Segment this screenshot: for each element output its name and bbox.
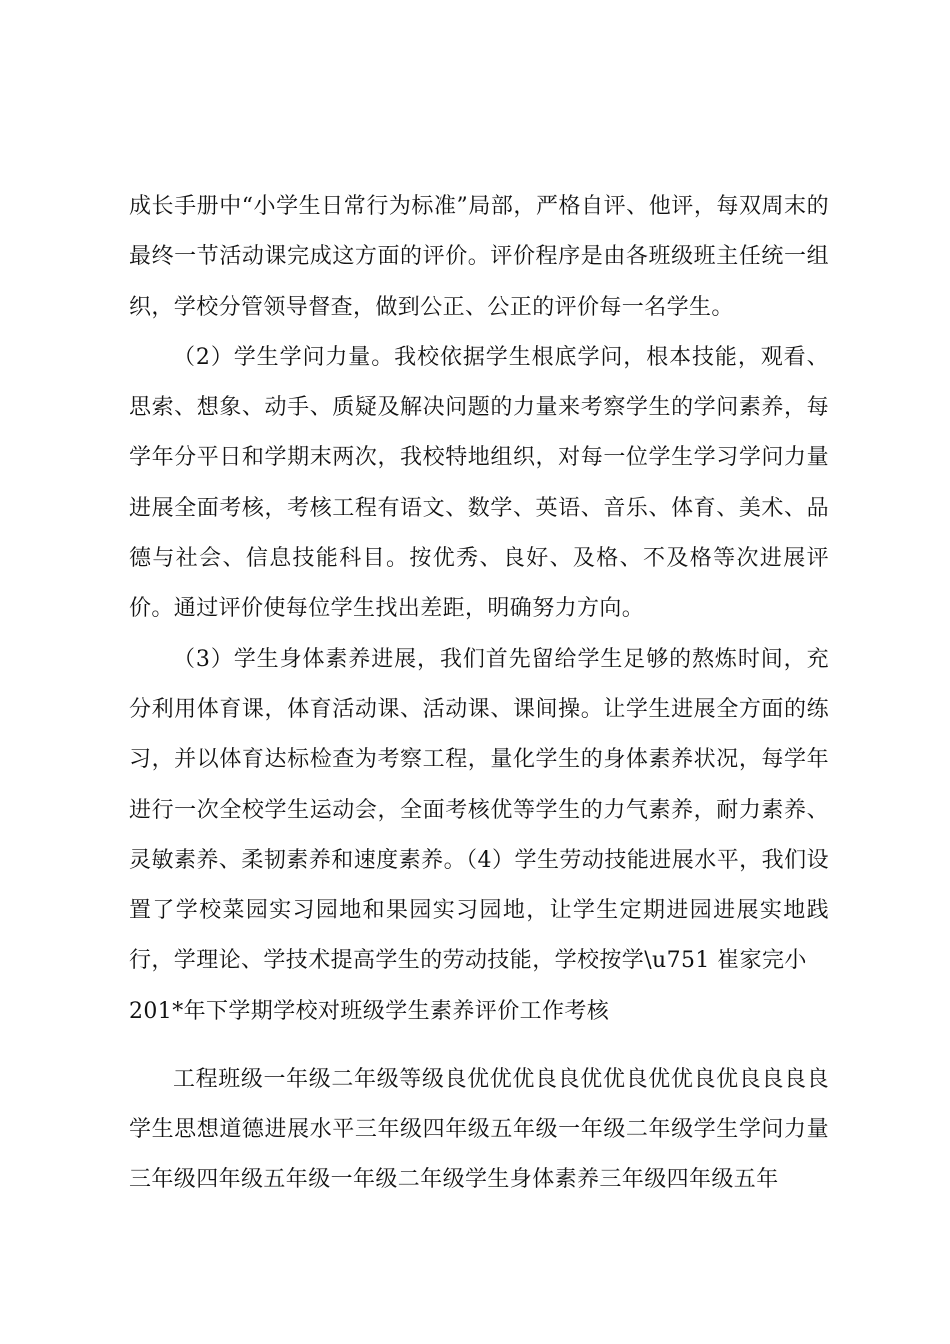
document-body <box>129 182 829 1206</box>
paragraph-3: （3）学生身体素养进展，我们首先留给学生足够的熬炼时间，充分利用体育课，体育活动课、活动课、课间操。让学生进展全方面的练习，并以体育达标检查为考察工程，量化学生的身体素养状况，每学年进行一次全校学生运动会，全面考核优等学生的力气素养，耐力素养、灵敏素养、柔韧素养和速度素养。（4）学生劳动技能进展水平，我们设置了学校菜园实习园地和果园实习园地，让学生定期进园进展实地践行，学理论、学技术提高学生的劳动技能，学校按学\u751 崔家完小 <box>129 646 829 974</box>
paragraph-2: （2）学生学问力量。我校依据学生根底学问，根本技能，观看、思索、想象、动手、质疑及解决问题的力量来考察学生的学问素养，每学年分平日和学期末两次，我校特地组织，对每一位学生学习学问力量进展全面考核，考核工程有语文、数学、英语、音乐、体育、美术、品德与社会、信息技能科目。按优秀、良好、及格、不及格等次进展评价。通过评价使每位学生找出差距，明确努力方向。 <box>129 344 829 622</box>
paragraph-1: 成长手册中“小学生日常行为标准”局部，严格自评、他评，每双周末的最终一节活动课完成这方面的评价。评价程序是由各班级班主任统一组织，学校分管领导督查，做到公正、公正的评价每一名学生。 <box>129 194 829 320</box>
table-content-text: 工程班级一年级二年级等级良优优优良良优优良优优良优良良良良学生思想道德进展水平三年级四年级五年级一年级二年级学生学问力量三年级四年级五年级一年级二年级学生身体素养三年级四年级五年 <box>129 1066 829 1193</box>
table-title: 201*年下学期学校对班级学生素养评价工作考核 <box>129 998 610 1024</box>
